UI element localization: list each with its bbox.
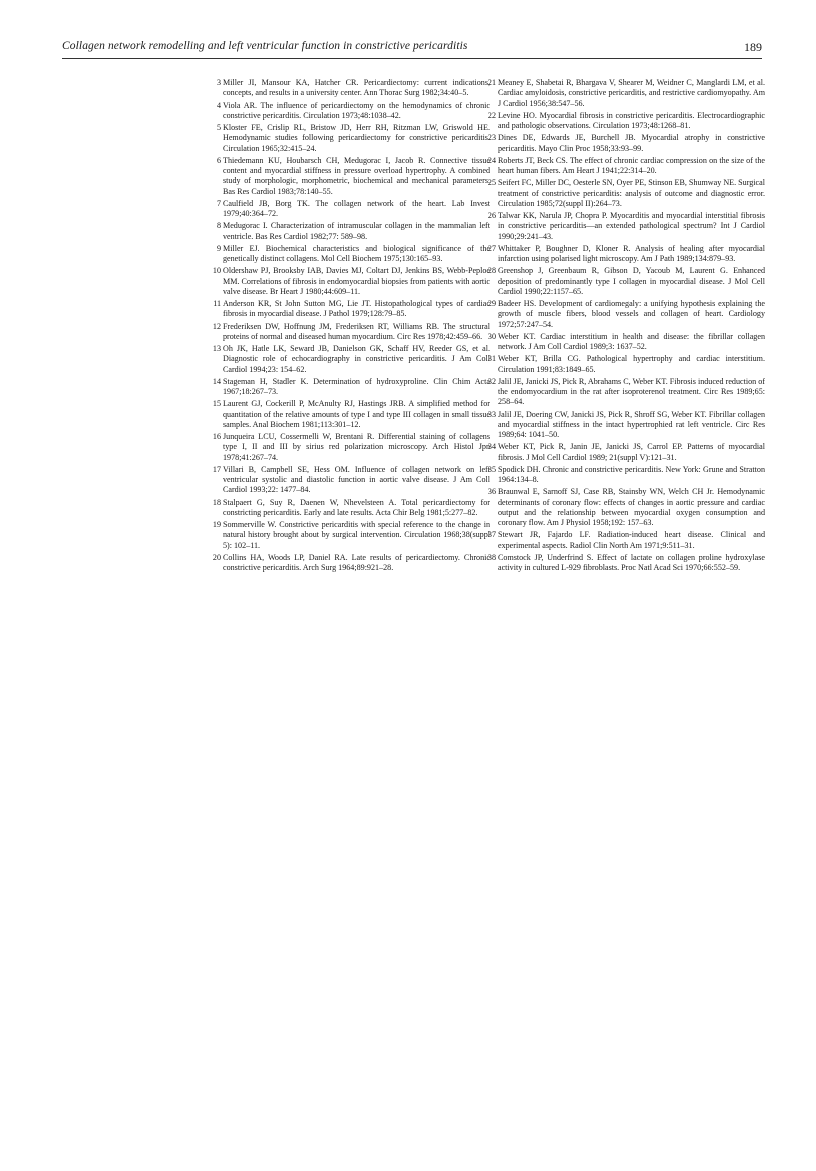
reference-item (485, 178, 765, 209)
reference-item (210, 123, 490, 154)
reference-number: 14 (212, 376, 221, 386)
reference-number: 9 (216, 243, 221, 253)
reference-text: Jalil JE, Doering CW, Janicki JS, Pick R, Shroff SG, Weber KT. Fibrillar collagen and myocardial stiffness in the intact hypertrophied rat left ventricle. Circ Res 1989;64: 1041–50. (498, 409, 765, 439)
reference-number: 32 (487, 376, 496, 386)
reference-item (210, 432, 490, 463)
reference-item (485, 111, 765, 132)
reference-list-right (485, 78, 765, 575)
reference-number: 7 (216, 198, 221, 208)
reference-number: 26 (487, 211, 496, 220)
reference-text: Jalil JE, Janicki JS, Pick R, Abrahams C, Weber KT. Fibrosis induced reduction of the endomyocardium in the rat after isoproterenol treatment. Circ Res 1989;65: 258–64. (498, 376, 765, 407)
reference-item (210, 465, 490, 496)
reference-text: Roberts JT, Beck CS. The effect of chronic cardiac compression on the size of the heart human fibers. Am Heart J 1941;22:314–20. (498, 155, 765, 175)
reference-item (485, 530, 765, 551)
reference-text: Anderson KR, St John Sutton MG, Lie JT. Histopathological types of cardiac fibrosis in myocardial disease. J Pathol 1979;128:79–85. (223, 299, 490, 319)
reference-item (485, 332, 765, 353)
reference-number: 28 (487, 266, 496, 276)
page-header (62, 40, 762, 56)
reference-item (210, 156, 490, 197)
reference-number: 15 (212, 399, 221, 409)
reference-number: 19 (212, 520, 221, 529)
reference-text: Villari B, Campbell SE, Hess OM. Influence of collagen network on left ventricular systolic and diastolic function in aortic valve disease. J Am Coll Cardiol 1993;22: 1477–84. (223, 464, 490, 495)
reference-item (210, 266, 490, 297)
reference-item (485, 78, 765, 109)
reference-number: 10 (212, 266, 221, 276)
running-title: Collagen network remodelling and left ventricular function in constrictive pericarditis (62, 40, 468, 52)
reference-text: Sommerville W. Constrictive pericarditis with special reference to the change in natural history brought about by surgical intervention. Circulation 1968;38(suppl 5): 102–11. (223, 520, 490, 550)
reference-number: 21 (487, 78, 496, 87)
reference-list-left (210, 78, 490, 575)
reference-text: Meaney E, Shabetai R, Bhargava V, Shearer M, Weidner C, Manglardi LM, et al. Cardiac amyloidosis, constrictive pericarditis, and restrictive cardiomyopathy. Am J Cardiol 1956;38:547–56. (498, 78, 765, 108)
header-rule (62, 58, 762, 59)
reference-text: Stageman H, Stadler K. Determination of hydroxyproline. Clin Chim Acta 1967;18:267–73. (223, 376, 490, 396)
reference-text: Braunwal E, Sarnoff SJ, Case RB, Stainsby WN, Welch CH Jr. Hemodynamic determinants of coronary flow: effects of changes in aortic pressure and cardiac output and the relationship between myocardial oxygen consumption and coronary flow. Am J Physiol 1958;192: 157–63. (498, 487, 765, 527)
reference-item (485, 156, 765, 177)
reference-text: Stewart JR, Fajardo LF. Radiation-induced heart disease. Clinical and experimental aspects. Radiol Clin North Am 1971;9:511–31. (498, 530, 765, 550)
reference-text: Greenshop J, Greenbaum R, Gibson D, Yacoub M, Laurent G. Enhanced deposition of predominantly type I collagen in myocardial disease. J Mol Cell Cardiol 1990;22:1157–65. (498, 266, 765, 296)
reference-number: 23 (487, 133, 496, 143)
reference-text: Miller EJ. Biochemical characteristics and biological significance of the genetically distinct collagens. Mol Cell Biochem 1975;130:165–93. (223, 243, 490, 263)
reference-number: 37 (487, 530, 496, 540)
reference-item (485, 487, 765, 528)
reference-number: 30 (487, 331, 496, 341)
reference-item (485, 133, 765, 154)
reference-item (485, 410, 765, 441)
reference-number: 3 (216, 78, 221, 87)
reference-text: Weber KT. Cardiac interstitium in health and disease: the fibrillar collagen network. J Am Coll Cardiol 1989;3: 1637–52. (498, 331, 765, 351)
reference-text: Weber KT, Brilla CG. Pathological hypertrophy and cardiac interstitium. Circulation 1991;83:1849–65. (498, 354, 765, 374)
reference-text: Talwar KK, Narula JP, Chopra P. Myocarditis and myocardial interstitial fibrosis in constrictive pericarditis—an extended pathological spectrum? Int J Cardiol 1990;29:241–43. (498, 211, 765, 241)
reference-number: 34 (487, 442, 496, 452)
reference-text: Medugorac I. Characterization of intramuscular collagen in the mammalian left ventricle. Bas Res Cardiol 1982;77: 589–98. (223, 221, 490, 241)
reference-number: 5 (216, 123, 221, 132)
reference-item (210, 553, 490, 574)
reference-item (485, 244, 765, 265)
reference-item (210, 520, 490, 551)
reference-text: Badeer HS. Development of cardiomegaly: a unifying hypothesis explaining the growth of muscle fibers, blood vessels and collagen of heart. Cardiology 1972;57:247–54. (498, 299, 765, 329)
reference-number: 8 (216, 221, 221, 231)
reference-item (485, 266, 765, 297)
reference-text: Laurent GJ, Cockerill P, McAnulty RJ, Hastings JRB. A simplified method for quantitation of the relative amounts of type I and type III collagen in small tissue samples. Anal Biochem 1981;113:301–12. (223, 399, 490, 429)
reference-text: Oh JK, Hatle LK, Seward JB, Danielson GK, Schaff HV, Reeder GS, et al. Diagnostic role of echocardiography in constrictive pericarditis. J Am Coll Cardiol 1994;23: 154–62. (223, 344, 490, 374)
reference-item (210, 78, 490, 99)
reference-number: 16 (212, 432, 221, 441)
reference-item (485, 354, 765, 375)
reference-item (485, 442, 765, 463)
reference-text: Spodick DH. Chronic and constrictive pericarditis. New York: Grune and Stratton 1964:134–8. (498, 464, 765, 484)
page-number: 189 (744, 40, 762, 54)
reference-item (210, 399, 490, 430)
reference-item (210, 244, 490, 265)
reference-number: 24 (487, 155, 496, 165)
reference-text: Miller JI, Mansour KA, Hatcher CR. Pericardiectomy: current indications, concepts, and results in a university center. Ann Thorac Surg 1982;34:40–5. (223, 78, 490, 98)
reference-text: Oldershaw PJ, Brooksby IAB, Davies MJ, Coltart DJ, Jenkins BS, Webb-Peploe MM. Correlations of fibrosis in endomyocardial biopsies from patients with aortic valve disease. Br Heart J 1980;44:609–11. (223, 266, 490, 296)
reference-number: 12 (212, 321, 221, 331)
reference-text: Caulfield JB, Borg TK. The collagen network of the heart. Lab Invest 1979;40:364–72. (223, 198, 490, 218)
reference-number: 33 (487, 409, 496, 419)
reference-item (485, 211, 765, 242)
reference-text: Frederiksen DW, Hoffnung JM, Frederiksen RT, Williams RB. The structural proteins of normal and diseased human myocardium. Circ Res 1978;42:459–66. (223, 321, 490, 341)
reference-text: Kloster FE, Crislip RL, Bristow JD, Herr RH, Ritzman LW, Griswold HE. Hemodynamic studies following pericardiectomy for constrictive pericarditis. Circulation 1965;32:415–24. (223, 123, 490, 153)
reference-number: 35 (487, 464, 496, 474)
reference-item (485, 377, 765, 408)
reference-text: Stalpaert G, Suy R, Daenen W, Nhevelsteen A. Total pericardiectomy for constricting pericarditis. Early and late results. Acta Chir Belg 1981;5:277–82. (223, 497, 490, 517)
reference-number: 36 (487, 487, 496, 497)
reference-number: 31 (487, 354, 496, 364)
reference-number: 22 (487, 110, 496, 120)
reference-item (210, 322, 490, 343)
reference-item (210, 101, 490, 122)
reference-text: Levine HO. Myocardial fibrosis in constrictive pericarditis. Electrocardiographic and pathologic observations. Circulation 1973;48:1268–81. (498, 110, 765, 130)
reference-number: 13 (212, 344, 221, 353)
reference-item (210, 498, 490, 519)
reference-text: Viola AR. The influence of pericardiectomy on the hemodynamics of chronic constrictive pericarditis. Circulation 1973;48:1038–42. (223, 100, 490, 120)
reference-item (485, 553, 765, 574)
reference-number: 17 (212, 464, 221, 474)
reference-text: Whittaker P, Boughner D, Kloner R. Analysis of healing after myocardial infarction using polarised light microscopy. Am J Path 1989;134:879–93. (498, 243, 765, 263)
reference-number: 4 (216, 100, 221, 110)
reference-item (485, 465, 765, 486)
reference-number: 6 (216, 155, 221, 165)
reference-number: 18 (212, 497, 221, 507)
reference-item (210, 199, 490, 220)
reference-item (485, 299, 765, 330)
reference-number: 25 (487, 178, 496, 188)
reference-text: Weber KT, Pick R, Janin JE, Janicki JS, Carrol EP. Patterns of myocardial fibrosis. J Mol Cell Cardiol 1989; 21(suppl V):121–31. (498, 442, 765, 462)
reference-number: 27 (487, 243, 496, 253)
reference-text: Dines DE, Edwards JE, Burchell JB. Myocardial atrophy in constrictive pericarditis. Mayo Clin Proc 1958;33:93–99. (498, 133, 765, 153)
reference-item (210, 221, 490, 242)
reference-text: Junqueira LCU, Cossermelli W, Brentani R. Differential staining of collagens type I, II and III by sirius red polarization microscopy. Arch Histol Jpn 1978;41:267–74. (223, 432, 490, 462)
reference-number: 11 (213, 299, 221, 308)
reference-text: Collins HA, Woods LP, Daniel RA. Late results of pericardiectomy. Chronic constrictive pericarditis. Arch Surg 1964;89:921–28. (223, 552, 490, 572)
reference-number: 20 (212, 552, 221, 562)
reference-item (210, 299, 490, 320)
reference-text: Seifert FC, Miller DC, Oesterle SN, Oyer PE, Stinson EB, Shumway NE. Surgical treatment of constrictive pericarditis: analysis of outcome and diagnostic error. Circulation 1985;72(suppl II):264–73. (498, 178, 765, 208)
reference-item (210, 344, 490, 375)
reference-item (210, 377, 490, 398)
reference-number: 29 (487, 299, 496, 308)
reference-text: Thiedemann KU, Houbarsch CH, Medugorac I, Jacob R. Connective tissue content and myocardial stiffness in pressure overload hypertrophy. A combined study of morphologic, morphometric, biochemical and mechanical parameters. Bas Res Cardiol 1983;78:140–55. (223, 155, 490, 196)
reference-text: Comstock JP, Underfrind S. Effect of lactate on collagen proline hydroxylase activity in cultured L-929 fibroblasts. Proc Natl Acad Sci 1970;66:552–59. (498, 552, 765, 572)
reference-number: 38 (487, 552, 496, 562)
